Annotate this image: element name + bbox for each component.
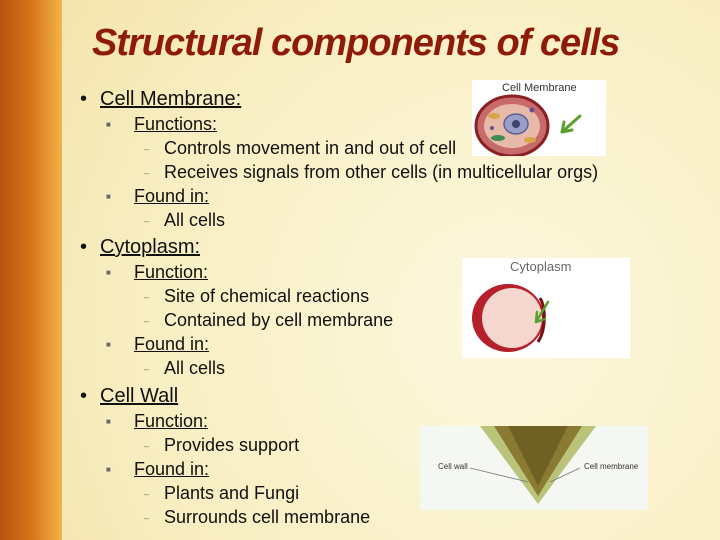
wall-label-left: Cell wall: [438, 462, 468, 471]
subitem: Controls movement in and out of cell: [164, 138, 457, 158]
image-caption: Cytoplasm: [510, 259, 572, 274]
item-label: Function:: [134, 262, 209, 282]
subitem: Contained by cell membrane: [164, 310, 394, 330]
subitem: Site of chemical reactions: [164, 286, 370, 306]
slide-title: Structural components of cells: [92, 22, 620, 64]
section-cytoplasm: • Cytoplasm: ■ Function: – Site of chemical reactions – Contained by cell membrane ■ Found in: – All cells: [80, 236, 394, 378]
left-decorative-band: [0, 0, 62, 540]
section-heading: Cell Wall: [100, 385, 179, 407]
subitem: Surrounds cell membrane: [164, 507, 371, 527]
section-cell-membrane: • Cell Membrane: ■ Functions: – Controls movement in and out of cell – Receives signals from other cells (in multicellular orgs) ■ Found in: – All cells: [80, 88, 599, 230]
subitem: Receives signals from other cells (in multicellular orgs): [164, 162, 599, 182]
item-label: Found in:: [134, 334, 210, 354]
image-caption: Cell Membrane: [502, 82, 577, 94]
section-heading: Cell Membrane:: [100, 88, 242, 110]
subitem: Plants and Fungi: [164, 483, 300, 503]
item-label: Found in:: [134, 186, 210, 206]
subitem: Provides support: [164, 435, 300, 455]
cell-wall-image: [420, 426, 648, 510]
subitem: All cells: [164, 358, 226, 378]
subitem: All cells: [164, 210, 226, 230]
cytoplasm-image: [462, 258, 630, 358]
item-label: Functions:: [134, 114, 218, 134]
item-label: Found in:: [134, 459, 210, 479]
section-cell-wall: • Cell Wall ■ Function: – Provides support ■ Found in: – Plants and Fungi – Surrounds cell membrane: [80, 385, 371, 527]
wall-label-right: Cell membrane: [584, 462, 639, 471]
cell-membrane-image: [472, 80, 606, 156]
section-heading: Cytoplasm:: [100, 236, 201, 258]
item-label: Function:: [134, 411, 209, 431]
